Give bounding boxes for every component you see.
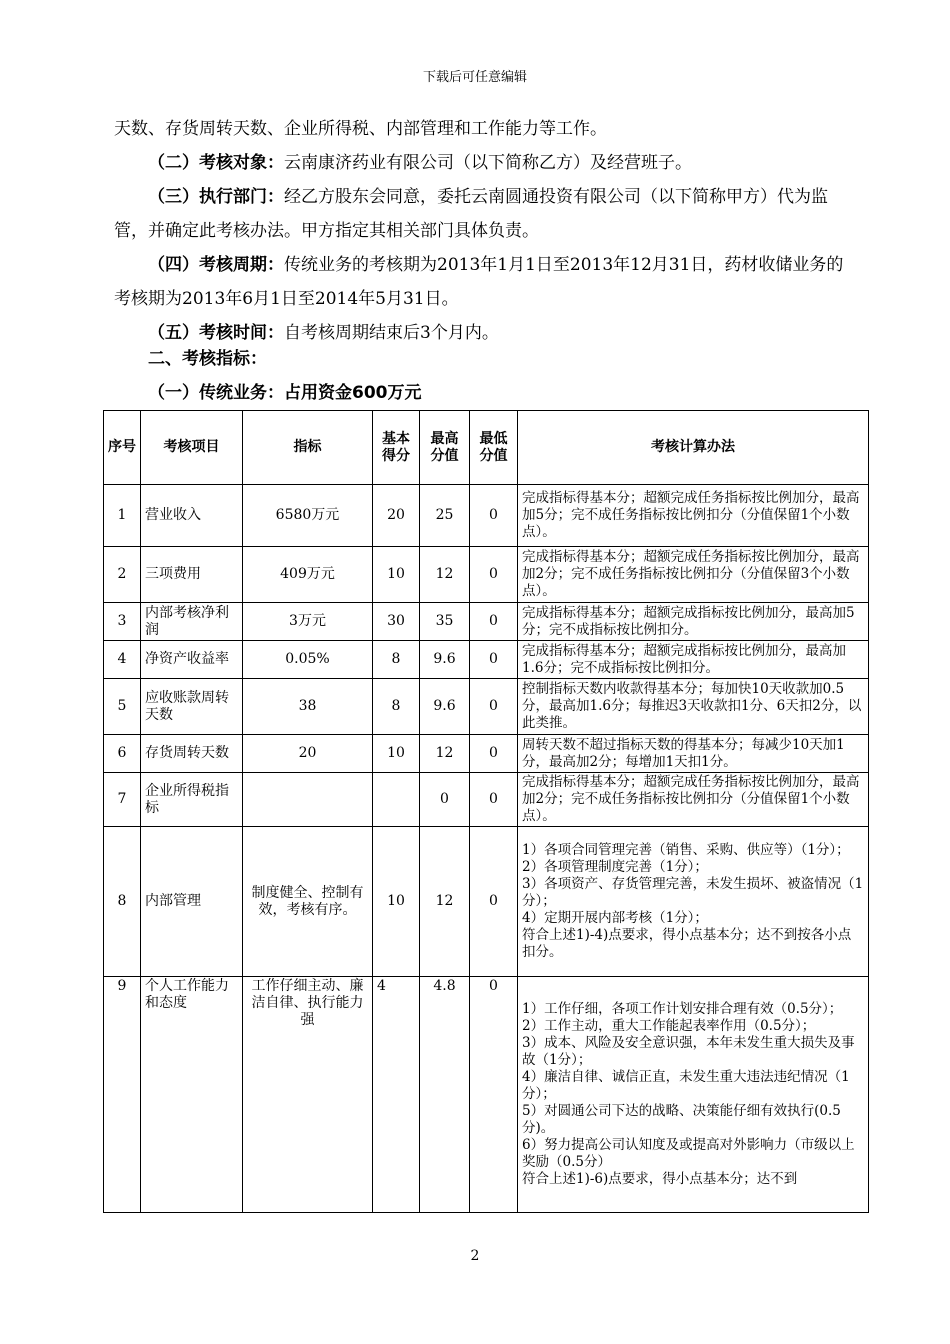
row-target: 3万元 (243, 603, 373, 641)
section-heading-traditional: （一）传统业务：占用资金600万元 (148, 383, 422, 403)
table-row (104, 827, 869, 977)
row-max-score: 12 (420, 827, 470, 977)
row-max-score: 35 (420, 603, 470, 641)
row-target: 制度健全、控制有效，考核有序。 (243, 827, 373, 977)
row-min-score: 0 (470, 773, 518, 827)
row-number: 8 (104, 827, 141, 977)
row-base-score: 10 (373, 547, 420, 603)
row-base-score: 8 (373, 641, 420, 679)
row-base-score: 20 (373, 485, 420, 547)
row-target: 38 (243, 679, 373, 735)
row-number: 4 (104, 641, 141, 679)
paragraph-text: 自考核周期结束后3个月内。 (284, 323, 499, 343)
header-cell: 最低分值 (470, 411, 518, 485)
paragraph-label: （五）考核时间： (148, 323, 284, 343)
row-base-score: 4 (373, 977, 420, 1213)
row-min-score: 0 (470, 485, 518, 547)
row-item: 企业所得税指标 (141, 773, 243, 827)
table-row (104, 547, 869, 603)
row-min-score: 0 (470, 735, 518, 773)
row-max-score: 9.6 (420, 641, 470, 679)
row-calculation: 完成指标得基本分；超额完成任务指标按比例加分，最高加5分；完不成任务指标按比例扣分（分值保留1个小数点）。 (518, 485, 869, 547)
table-row (104, 977, 869, 1213)
header-cell: 指标 (243, 411, 373, 485)
table-row (104, 679, 869, 735)
row-max-score: 12 (420, 547, 470, 603)
row-calculation: 1）各项合同管理完善（销售、采购、供应等）（1分）； 2）各项管理制度完善（1分）； 3）各项资产、存货管理完善，未发生损坏、被盗情况（1分）； 4）定期开展内部考核（1分）； 符合上述1)-4)点要求，得小点基本分；达不到按各小点扣分。 (518, 827, 869, 977)
row-item: 净资产收益率 (141, 641, 243, 679)
row-number: 1 (104, 485, 141, 547)
paragraph-text: 云南康济药业有限公司（以下简称乙方）及经营班子。 (284, 153, 692, 173)
row-item: 三项费用 (141, 547, 243, 603)
page-number: 2 (470, 1248, 480, 1264)
row-base-score: 10 (373, 735, 420, 773)
table-row (104, 735, 869, 773)
table-row (104, 603, 869, 641)
paragraph-label: （三）执行部门： (148, 187, 284, 207)
row-min-score: 0 (470, 547, 518, 603)
row-number: 9 (104, 977, 141, 1213)
row-calculation: 完成指标得基本分；超额完成任务指标按比例加分，最高加2分；完不成任务指标按比例扣分（分值保留1个小数点）。 (518, 773, 869, 827)
row-base-score: 10 (373, 827, 420, 977)
row-calculation: 周转天数不超过指标天数的得基本分；每减少10天加1分，最高加2分；每增加1天扣1分。 (518, 735, 869, 773)
paragraph-text: 传统业务的考核期为2013年1月1日至2013年12月31日，药材收储业务的考核期为2013年6月1日至2014年5月31日。 (114, 255, 844, 309)
page-header: 下载后可任意编辑 (422, 70, 527, 85)
header-cell: 基本得分 (373, 411, 420, 485)
row-calculation: 完成指标得基本分；超额完成指标按比例加分，最高加5分；完不成指标按比例扣分。 (518, 603, 869, 641)
row-number: 3 (104, 603, 141, 641)
header-cell: 序号 (104, 411, 141, 485)
paragraph-label: （二）考核对象： (148, 153, 284, 173)
table-row (104, 485, 869, 547)
row-target: 6580万元 (243, 485, 373, 547)
row-base-score (373, 773, 420, 827)
paragraph-continued: 天数、存货周转天数、企业所得税、内部管理和工作能力等工作。 (114, 119, 607, 139)
section-heading-indicators: 二、考核指标： (148, 349, 267, 369)
row-max-score: 0 (420, 773, 470, 827)
row-calculation: 完成指标得基本分；超额完成指标按比例加分，最高加1.6分；完不成指标按比例扣分。 (518, 641, 869, 679)
row-target: 409万元 (243, 547, 373, 603)
table-row (104, 641, 869, 679)
row-number: 5 (104, 679, 141, 735)
row-target: 工作仔细主动、廉洁自律、执行能力强 (243, 977, 373, 1213)
row-min-score: 0 (470, 827, 518, 977)
row-item: 个人工作能力和态度 (141, 977, 243, 1213)
row-target (243, 773, 373, 827)
row-number: 6 (104, 735, 141, 773)
row-calculation: 控制指标天数内收款得基本分；每加快10天收款加0.5分，最高加1.6分；每推迟3天收款扣1分、6天扣2分，以此类推。 (518, 679, 869, 735)
row-min-score: 0 (470, 603, 518, 641)
row-item: 内部考核净利润 (141, 603, 243, 641)
row-item: 营业收入 (141, 485, 243, 547)
header-cell: 最高分值 (420, 411, 470, 485)
row-max-score: 9.6 (420, 679, 470, 735)
table-row (104, 773, 869, 827)
row-target: 20 (243, 735, 373, 773)
row-base-score: 8 (373, 679, 420, 735)
row-max-score: 25 (420, 485, 470, 547)
paragraph-executing-dept (114, 180, 844, 248)
paragraph-label: （四）考核周期： (148, 255, 284, 275)
row-min-score: 0 (470, 977, 518, 1213)
row-item: 应收账款周转天数 (141, 679, 243, 735)
paragraph-text: 经乙方股东会同意，委托云南圆通投资有限公司（以下简称甲方）代为监管，并确定此考核办法。甲方指定其相关部门具体负责。 (114, 187, 828, 241)
row-item: 内部管理 (141, 827, 243, 977)
row-min-score: 0 (470, 641, 518, 679)
row-min-score: 0 (470, 679, 518, 735)
row-target: 0.05% (243, 641, 373, 679)
row-number: 7 (104, 773, 141, 827)
row-number: 2 (104, 547, 141, 603)
assessment-table (103, 410, 869, 1213)
row-calculation: 1）工作仔细，各项工作计划安排合理有效（0.5分）； 2）工作主动，重大工作能起表率作用（0.5分）； 3）成本、风险及安全意识强，本年未发生重大损失及事故（1分）； 4）廉洁自律、诚信正直，未发生重大违法违纪情况（1分）； 5）对圆通公司下达的战略、决策能仔细有效执行(0.5分)。 6）努力提高公司认知度及或提高对外影响力（市级以上奖励（0.5分） 符合上述1)-6)点要求，得小点基本分；达不到 (518, 977, 869, 1213)
table-header-row (104, 411, 869, 485)
header-cell: 考核计算办法 (518, 411, 869, 485)
row-max-score: 4.8 (420, 977, 470, 1213)
paragraph-assessment-target (114, 146, 844, 180)
header-cell: 考核项目 (141, 411, 243, 485)
paragraph-assessment-period (114, 248, 844, 316)
row-item: 存货周转天数 (141, 735, 243, 773)
row-max-score: 12 (420, 735, 470, 773)
row-base-score: 30 (373, 603, 420, 641)
row-calculation: 完成指标得基本分；超额完成任务指标按比例加分，最高加2分；完不成任务指标按比例扣分（分值保留3个小数点）。 (518, 547, 869, 603)
